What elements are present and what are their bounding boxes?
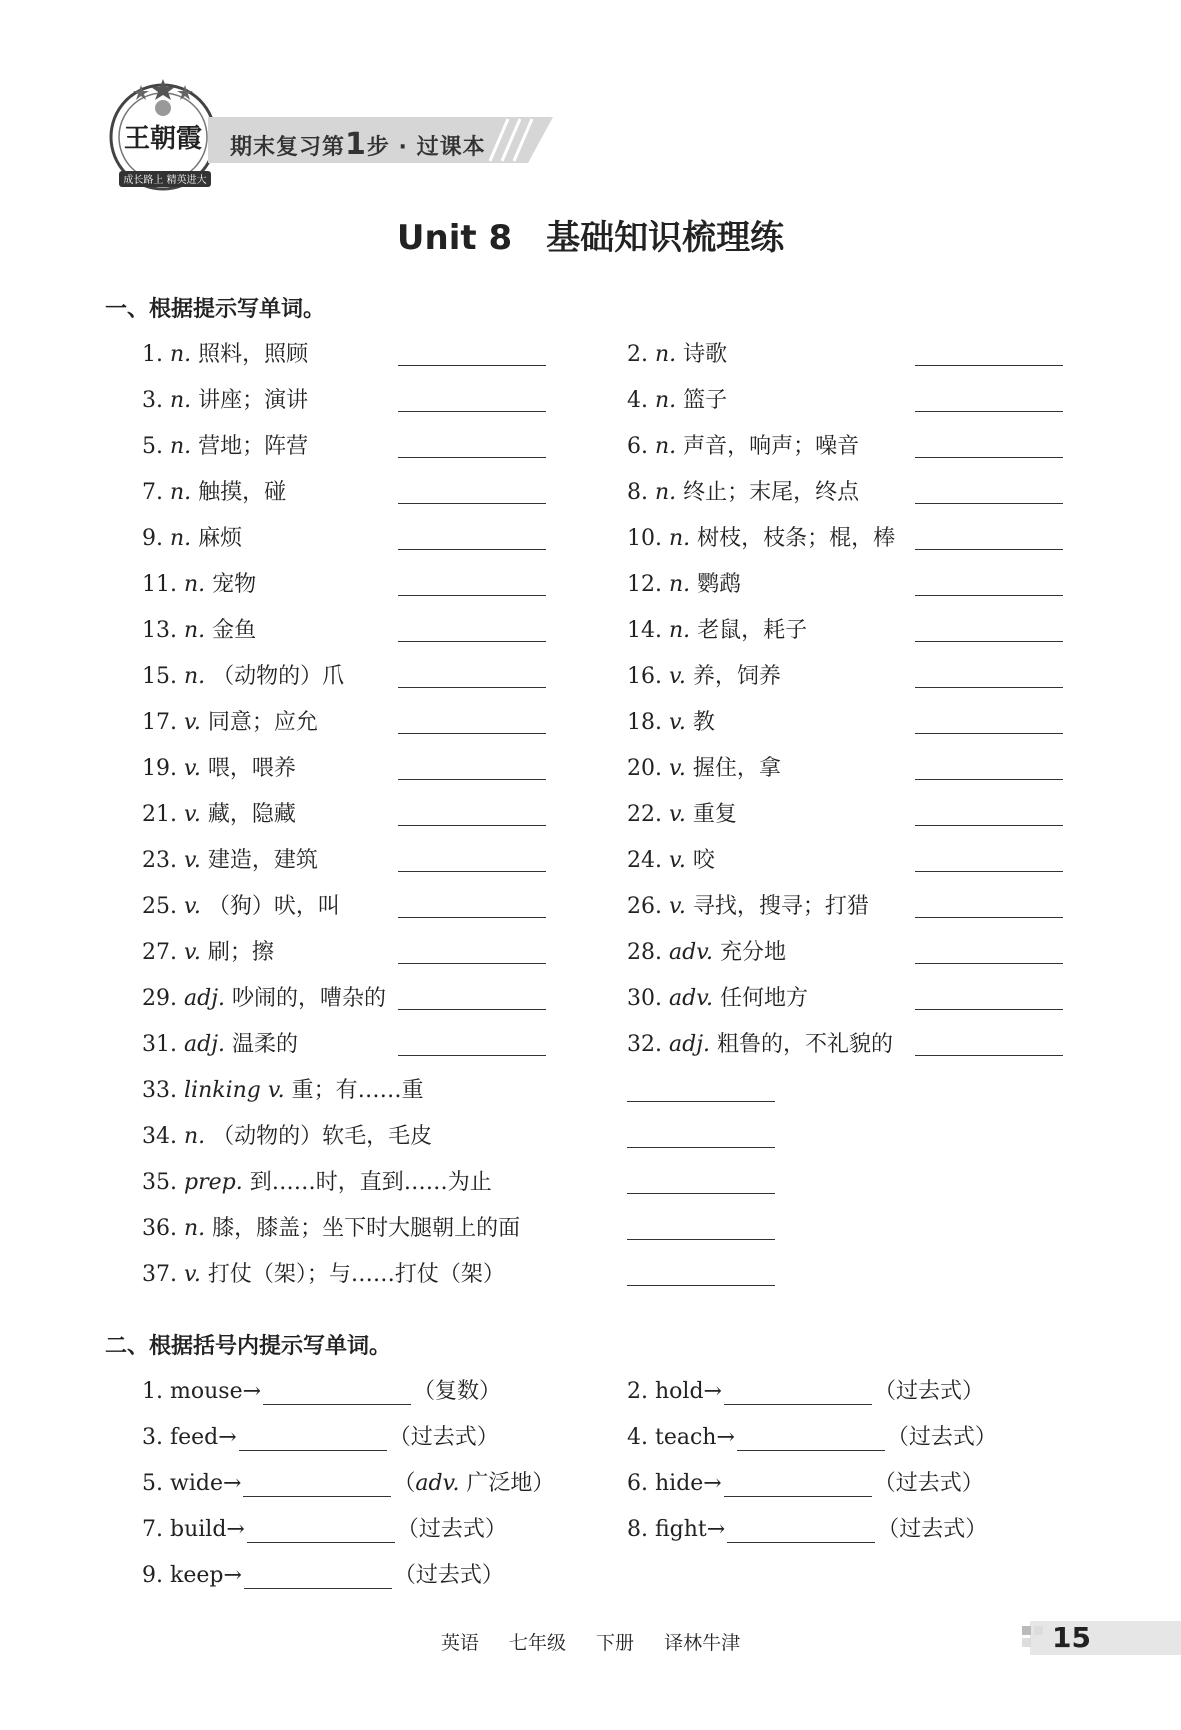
base-word: teach→ (655, 1425, 735, 1450)
vocab-item (142, 935, 274, 966)
vocab-item (142, 751, 296, 782)
base-word: build→ (170, 1517, 245, 1542)
vocab-item (142, 429, 308, 460)
item-meaning: 宠物 (212, 572, 257, 597)
item-number: 19. (142, 756, 177, 781)
part-of-speech: n. (170, 342, 192, 367)
item-number: 11. (142, 572, 177, 597)
answer-blank[interactable] (915, 595, 1063, 596)
part-of-speech: n. (184, 1216, 206, 1241)
vocab-item (142, 1211, 520, 1242)
vocab-item (627, 659, 781, 690)
part-of-speech: adj. (184, 986, 226, 1011)
part-of-speech: n. (170, 434, 192, 459)
page-number: 15 (1052, 1621, 1091, 1654)
hint: （过去式） (873, 1471, 984, 1496)
item-meaning: 喂，喂养 (207, 756, 296, 781)
item-meaning: 建造，建筑 (207, 848, 318, 873)
vocab-item (627, 797, 737, 828)
item-number: 5. (142, 434, 163, 459)
item-meaning: 终止；末尾，终点 (683, 480, 860, 505)
item-number: 27. (142, 940, 177, 965)
answer-blank[interactable] (915, 825, 1063, 826)
answer-blank[interactable] (398, 641, 546, 642)
item-meaning: 同意；应允 (207, 710, 318, 735)
answer-blank[interactable] (398, 457, 546, 458)
answer-blank[interactable] (915, 1055, 1063, 1056)
item-number: 14. (627, 618, 662, 643)
part-of-speech: n. (170, 480, 192, 505)
item-number: 31. (142, 1032, 177, 1057)
item-meaning: 篮子 (683, 388, 728, 413)
part-of-speech: n. (184, 618, 206, 643)
item-meaning: 鹦鹉 (697, 572, 742, 597)
item-number: 2. (627, 342, 648, 367)
answer-blank[interactable] (915, 411, 1063, 412)
item-meaning: 握住，拿 (692, 756, 781, 781)
base-word: fight→ (655, 1517, 726, 1542)
answer-blank[interactable] (915, 733, 1063, 734)
item-number: 9. (142, 526, 163, 551)
word-form-item (627, 1466, 984, 1497)
vocab-item (142, 797, 296, 828)
item-meaning: 讲座；演讲 (198, 388, 309, 413)
item-meaning: 打仗（架）；与……打仗（架） (207, 1262, 505, 1287)
part-of-speech: n. (655, 342, 677, 367)
item-number: 1. (142, 1379, 163, 1404)
vocab-item (142, 521, 242, 552)
item-meaning: 养，饲养 (692, 664, 781, 689)
vocab-item (142, 383, 308, 414)
item-number: 36. (142, 1216, 177, 1241)
answer-blank[interactable] (724, 1474, 872, 1497)
part-of-speech: v. (184, 1262, 201, 1287)
footer-grade: 七年级 (508, 1632, 566, 1654)
hint: （过去式） (388, 1425, 499, 1450)
answer-blank[interactable] (915, 963, 1063, 964)
answer-blank[interactable] (398, 595, 546, 596)
item-number: 18. (627, 710, 662, 735)
item-number: 25. (142, 894, 177, 919)
word-form-item (142, 1466, 554, 1497)
answer-blank[interactable] (627, 1239, 775, 1240)
item-meaning: （狗）吠，叫 (207, 894, 340, 919)
item-meaning: 诗歌 (683, 342, 728, 367)
base-word: hide→ (655, 1471, 722, 1496)
part-of-speech: n. (184, 1124, 206, 1149)
part-of-speech: n. (184, 664, 206, 689)
part-of-speech: n. (669, 618, 691, 643)
vocab-item (142, 1027, 298, 1058)
item-number: 1. (142, 342, 163, 367)
item-number: 9. (142, 1563, 163, 1588)
word-form-item (142, 1420, 499, 1451)
answer-blank[interactable] (627, 1193, 775, 1194)
item-number: 12. (627, 572, 662, 597)
vocab-item (142, 659, 344, 690)
answer-blank[interactable] (915, 687, 1063, 688)
answer-blank[interactable] (398, 365, 546, 366)
vocab-item (627, 751, 781, 782)
hint: （过去式） (877, 1517, 988, 1542)
answer-blank[interactable] (724, 1382, 872, 1405)
item-meaning: （动物的）爪 (212, 664, 345, 689)
vocab-item (142, 1119, 432, 1150)
item-number: 13. (142, 618, 177, 643)
answer-blank[interactable] (627, 1147, 775, 1148)
item-number: 23. (142, 848, 177, 873)
part-of-speech: n. (184, 572, 206, 597)
answer-blank[interactable] (243, 1474, 391, 1497)
word-form-item (627, 1420, 997, 1451)
part-of-speech: v. (669, 802, 686, 827)
hint: （过去式） (393, 1563, 504, 1588)
answer-blank[interactable] (398, 779, 546, 780)
answer-blank[interactable] (915, 917, 1063, 918)
item-number: 10. (627, 526, 662, 551)
page-title: Unit 8 基础知识梳理练 (396, 218, 785, 258)
item-meaning: 粗鲁的，不礼貌的 (717, 1032, 894, 1057)
item-number: 2. (627, 1379, 648, 1404)
part-of-speech: v. (184, 894, 201, 919)
vocab-item (142, 613, 256, 644)
hint: （过去式） (886, 1425, 997, 1450)
answer-blank[interactable] (398, 917, 546, 918)
answer-blank[interactable] (727, 1520, 875, 1543)
answer-blank[interactable] (244, 1566, 392, 1589)
item-number: 3. (142, 1425, 163, 1450)
vocab-item (627, 889, 869, 920)
answer-blank[interactable] (398, 687, 546, 688)
vocab-item (142, 1073, 424, 1104)
vocab-item (627, 475, 859, 506)
vocab-item (142, 705, 318, 736)
section1-heading: 一、根据提示写单词。 (105, 297, 326, 322)
answer-blank[interactable] (398, 1055, 546, 1056)
part-of-speech: v. (184, 848, 201, 873)
answer-blank[interactable] (915, 641, 1063, 642)
item-meaning: 藏，隐藏 (207, 802, 296, 827)
answer-blank[interactable] (398, 549, 546, 550)
answer-blank[interactable] (239, 1428, 387, 1451)
answer-blank[interactable] (915, 1009, 1063, 1010)
item-meaning: 重；有……重 (291, 1078, 424, 1103)
vocab-item (142, 567, 256, 598)
part-of-speech: adj. (184, 1032, 226, 1057)
item-number: 7. (142, 480, 163, 505)
item-number: 26. (627, 894, 662, 919)
item-number: 8. (627, 1517, 648, 1542)
word-form-item (142, 1558, 504, 1589)
part-of-speech: adv. (669, 986, 714, 1011)
item-number: 24. (627, 848, 662, 873)
answer-blank[interactable] (627, 1101, 775, 1102)
footer-edition: 译林牛津 (664, 1632, 741, 1654)
item-meaning: 照料，照顾 (198, 342, 309, 367)
banner-title: 期末复习第1步 · 过课本 (230, 127, 486, 162)
item-number: 37. (142, 1262, 177, 1287)
part-of-speech: v. (669, 664, 686, 689)
base-word: hold→ (655, 1379, 722, 1404)
answer-blank[interactable] (247, 1520, 395, 1543)
item-meaning: 膝，膝盖；坐下时大腿朝上的面 (212, 1216, 521, 1241)
vocab-item (142, 1165, 492, 1196)
item-meaning: 触摸，碰 (198, 480, 287, 505)
item-meaning: 教 (692, 710, 715, 735)
answer-blank[interactable] (398, 411, 546, 412)
part-of-speech: n. (669, 572, 691, 597)
part-of-speech: v. (669, 710, 686, 735)
base-word: keep→ (170, 1563, 242, 1588)
footer (0, 1628, 1181, 1655)
item-number: 7. (142, 1517, 163, 1542)
vocab-item (142, 337, 308, 368)
part-of-speech: v. (184, 802, 201, 827)
answer-blank[interactable] (398, 733, 546, 734)
item-number: 16. (627, 664, 662, 689)
vocab-item (142, 1257, 505, 1288)
item-number: 6. (627, 1471, 648, 1496)
part-of-speech: n. (655, 434, 677, 459)
item-number: 22. (627, 802, 662, 827)
svg-text:成长路上 精英进大: 成长路上 精英进大 (123, 175, 207, 186)
vocab-item (142, 889, 340, 920)
item-number: 20. (627, 756, 662, 781)
word-form-item (142, 1374, 501, 1405)
part-of-speech: n. (655, 480, 677, 505)
answer-blank[interactable] (627, 1285, 775, 1286)
item-number: 35. (142, 1170, 177, 1195)
item-meaning: 营地；阵营 (198, 434, 309, 459)
answer-blank[interactable] (915, 365, 1063, 366)
item-meaning: 任何地方 (720, 986, 809, 1011)
item-meaning: 重复 (692, 802, 737, 827)
answer-blank[interactable] (915, 871, 1063, 872)
item-number: 5. (142, 1471, 163, 1496)
word-form-item (627, 1374, 984, 1405)
item-number: 28. (627, 940, 662, 965)
item-number: 4. (627, 388, 648, 413)
item-number: 29. (142, 986, 177, 1011)
base-word: feed→ (170, 1425, 237, 1450)
vocab-item (627, 429, 859, 460)
answer-blank[interactable] (915, 549, 1063, 550)
page-decoration-icon (1022, 1624, 1046, 1652)
item-number: 33. (142, 1078, 177, 1103)
item-number: 4. (627, 1425, 648, 1450)
item-meaning: 充分地 (720, 940, 787, 965)
answer-blank[interactable] (915, 457, 1063, 458)
answer-blank[interactable] (915, 503, 1063, 504)
footer-volume: 下册 (596, 1632, 635, 1654)
item-number: 17. (142, 710, 177, 735)
item-meaning: 树枝，枝条；棍，棒 (697, 526, 896, 551)
item-number: 6. (627, 434, 648, 459)
answer-blank[interactable] (398, 825, 546, 826)
item-meaning: 声音，响声；噪音 (683, 434, 860, 459)
part-of-speech: linking v. (184, 1078, 285, 1103)
item-number: 8. (627, 480, 648, 505)
answer-blank[interactable] (398, 963, 546, 964)
logo-text: 王朝霞 (123, 124, 203, 154)
vocab-item (627, 1027, 893, 1058)
base-word: mouse→ (170, 1379, 262, 1404)
vocab-item (627, 521, 895, 552)
vocab-item (627, 567, 741, 598)
answer-blank[interactable] (398, 503, 546, 504)
vocab-item (142, 981, 386, 1012)
part-of-speech: v. (184, 756, 201, 781)
vocab-item (627, 935, 786, 966)
hint: （复数） (413, 1379, 502, 1404)
part-of-speech: v. (669, 894, 686, 919)
vocab-item (142, 843, 318, 874)
item-number: 15. (142, 664, 177, 689)
vocab-item (627, 337, 727, 368)
part-of-speech: prep. (184, 1170, 243, 1195)
part-of-speech: n. (170, 388, 192, 413)
item-meaning: 到……时，直到……为止 (249, 1170, 492, 1195)
vocab-item (627, 613, 807, 644)
vocab-item (627, 981, 808, 1012)
item-number: 3. (142, 388, 163, 413)
part-of-speech: v. (669, 848, 686, 873)
answer-blank[interactable] (737, 1428, 885, 1451)
word-form-item (627, 1512, 987, 1543)
part-of-speech: v. (669, 756, 686, 781)
part-of-speech: adj. (669, 1032, 711, 1057)
answer-blank[interactable] (398, 1009, 546, 1010)
item-meaning: （动物的）软毛，毛皮 (212, 1124, 433, 1149)
vocab-item (627, 705, 715, 736)
item-meaning: 金鱼 (212, 618, 257, 643)
item-meaning: 麻烦 (198, 526, 243, 551)
item-number: 32. (627, 1032, 662, 1057)
section2-heading: 二、根据括号内提示写单词。 (105, 1334, 392, 1359)
part-of-speech: n. (669, 526, 691, 551)
part-of-speech: n. (655, 388, 677, 413)
vocab-item (142, 475, 286, 506)
item-meaning: 吵闹的，嘈杂的 (232, 986, 387, 1011)
item-meaning: 咬 (692, 848, 715, 873)
item-number: 30. (627, 986, 662, 1011)
answer-blank[interactable] (263, 1382, 411, 1405)
part-of-speech: n. (170, 526, 192, 551)
hint: （过去式） (873, 1379, 984, 1404)
item-meaning: 老鼠，耗子 (697, 618, 808, 643)
base-word: wide→ (170, 1471, 242, 1496)
answer-blank[interactable] (398, 871, 546, 872)
item-meaning: 寻找，搜寻；打猎 (692, 894, 869, 919)
answer-blank[interactable] (915, 779, 1063, 780)
part-of-speech: adv. (669, 940, 714, 965)
vocab-item (627, 383, 727, 414)
part-of-speech: v. (184, 710, 201, 735)
footer-subject: 英语 (440, 1632, 479, 1654)
part-of-speech: v. (184, 940, 201, 965)
item-number: 34. (142, 1124, 177, 1149)
hint: （adv. 广泛地） (393, 1471, 555, 1496)
item-meaning: 温柔的 (232, 1032, 299, 1057)
vocab-item (627, 843, 715, 874)
hint: （过去式） (396, 1517, 507, 1542)
word-form-item (142, 1512, 507, 1543)
item-number: 21. (142, 802, 177, 827)
item-meaning: 刷；擦 (207, 940, 274, 965)
